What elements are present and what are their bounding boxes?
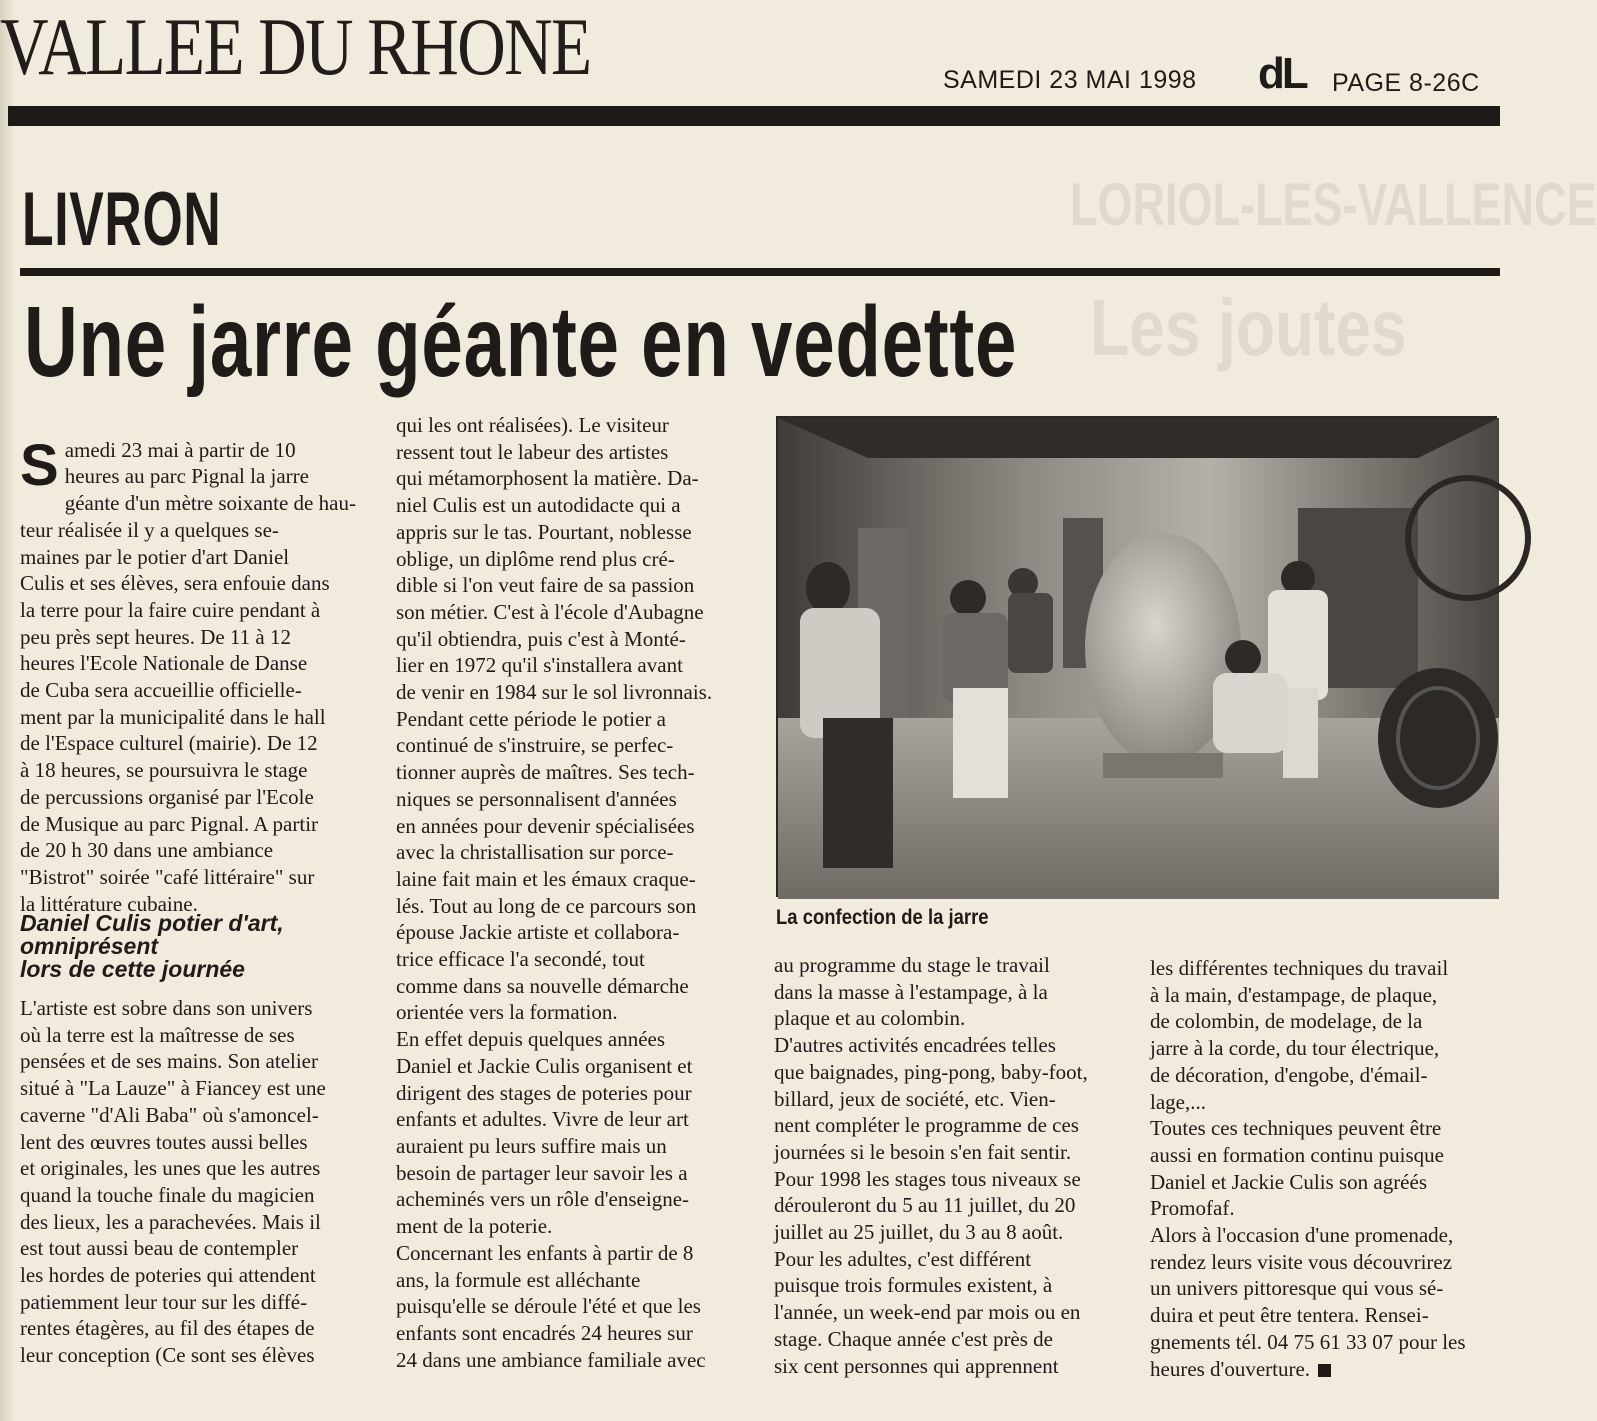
article-photo (776, 416, 1497, 897)
article-column-1-body: L'artiste est sobre dans son univers où la terre est la maîtresse de ses pensées et de ses mains. Son atelier situé à "La Lauze" à Fiancey est une caverne "d'Ali Baba" où s'amoncel- lent des œuvres toutes aussi belles et originales, les unes que les autres quand la touche finale du magicien des lieux, les a parachevées. Mais il est tout aussi beau de contempler les hordes de poteries qui attendent patiemment leur tour sur les diffé- rentes étagères, au fil des étapes de leur conception (Ce sont ses élèves (20, 996, 326, 1368)
article-column-4-text: les différentes techniques du travail à la main, d'estampage, de plaque, de colombin, de modelage, de la jarre à la corde, du tour électrique, de décoration, d'engobe, d'émail- lage,... Toutes ces techniques peuvent être aussi en formation continu puisque Daniel et Jackie Culis son agréés Promofaf. Alors à l'occasion d'une promenade, rendez leurs visite vous découvrirez un univers pittoresque qui vous sé- duira et peut être tentera. Rensei- gnements tél. 04 75 61 33 07 pour les heures d'ouverture. (1150, 956, 1466, 1381)
article-column-3: au programme du stage le travail dans la masse à l'estampage, à la plaque et au colombin. D'autres activités encadrées telles que baignades, ping-pong, baby-foot, billard, jeux de société, etc. Vien- nent compléter le programme de ces journées si le besoin s'en fait sentir. Pour 1998 les stages tous niveaux se dérouleront du 5 au 11 juillet, du 20 juillet au 25 juillet, du 3 au 8 août. Pour les adultes, c'est différent puisque trois formules existent, à l'année, un week-end par mois ou en stage. Chaque année c'est près de six cent personnes qui apprennent (774, 953, 1088, 1378)
page-number: PAGE 8-26C (1332, 69, 1480, 97)
section-label: LIVRON (22, 177, 222, 262)
lead-paragraph: amedi 23 mai à partir de 10 heures au parc Pignal la jarre géante d'un mètre soixante de hau- teur réalisée il y a quelques se- maines par le potier d'art Daniel Culis et ses élèves, sera enfouie dans la terre pour la faire cuire pendant à peu près sept heures. De 11 à 12 heures l'Ecole Nationale de Danse de Cuba sera accueillie officielle- ment par la municipalité dans le hall de l'Espace culturel (mairie). De 12 à 18 heures, se poursuivra le stage de percussions organisé par l'Ecole de Musique au parc Pignal. A partir de 20 h 30 dans une ambiance "Bistrot" soirée "café littéraire" sur la littérature cubaine. (20, 437, 356, 916)
bleed-through-text: Les joutes (1090, 283, 1407, 372)
article-column-1 (20, 410, 360, 917)
paper-edge (0, 0, 14, 1421)
end-of-article-mark (1318, 1364, 1331, 1377)
article-subhead: Daniel Culis potier d'art, omniprésent lors de cette journée (20, 910, 284, 982)
section-rule (20, 268, 1500, 276)
masthead-title: VALLEE DU RHONE (0, 1, 591, 92)
issue-date: SAMEDI 23 MAI 1998 (943, 66, 1197, 94)
newspaper-logo: dL (1258, 49, 1306, 98)
article-column-2: qui les ont réalisées). Le visiteur ressent tout le labeur des artistes qui métamorphosent la matière. Da- niel Culis est un autodidacte qui a appris sur le tas. Pourtant, noblesse oblige, un diplôme rend plus cré- dible si l'on veut faire de sa passion son métier. C'est à l'école d'Aubagne qu'il obtiendra, puis c'est à Monté- lier en 1972 qu'il s'installera avant de venir en 1984 sur le sol livronnais. Pendant cette période le potier a continué de s'instruire, se perfec- tionner auprès de maîtres. Ses tech- niques se personnalisent d'années en années pour devenir spécialisées avec la christallisation sur porce- laine fait main et les émaux craque- lés. Tout au long de ce parcours son épouse Jackie artiste et collabora- trice efficace l'a secondé, tout comme dans sa nouvelle démarche orientée vers la formation. En effet depuis quelques années Daniel et Jackie Culis organisent et dirigent des stages de poteries pour enfants et adultes. Vivre de leur art auraient pu leurs suffire mais un besoin de partager leur savoir les a acheminés vers un rôle d'enseigne- ment de la poterie. Concernant les enfants à partir de 8 ans, la formule est alléchante puisqu'elle se déroule l'été et que les enfants sont encadrés 24 heures sur 24 dans une ambiance familiale avec (396, 413, 713, 1372)
article-headline: Une jarre géante en vedette (24, 286, 1018, 398)
workshop-photo-illustration (778, 418, 1499, 899)
masthead-rule (8, 106, 1500, 126)
drop-cap: S (20, 432, 59, 498)
bleed-through-text: LORIOL-LES-VALLENCE (1070, 171, 1597, 238)
photo-caption: La confection de la jarre (776, 906, 989, 929)
article-column-4 (1150, 955, 1494, 1382)
